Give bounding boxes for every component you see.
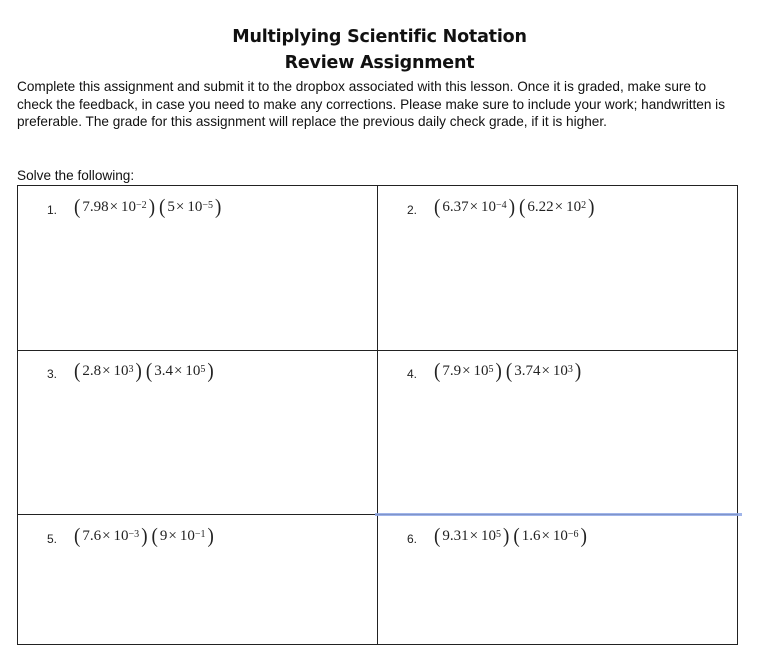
close-paren: ) [503,524,510,548]
open-paren: ( [434,524,441,548]
base-ten: 10 [481,527,497,544]
factor-b [167,199,213,216]
grid-horizontal-divider [18,350,737,351]
problem-3[interactable] [47,357,216,385]
coefficient: 2.8 [82,362,102,379]
problem-expression [432,524,589,548]
text-cursor-highlight [375,513,742,516]
solve-label: Solve the following: [17,168,135,183]
exponent: 5 [200,363,206,375]
coefficient: 9 [159,527,168,544]
open-paren: ( [159,195,166,219]
times-sign: × [168,527,177,544]
problem-4[interactable] [407,357,583,385]
times-sign: × [175,198,185,215]
open-paren: ( [74,195,81,219]
base-ten: 10 [113,527,129,544]
close-paren: ) [207,524,214,548]
base-ten: 10 [113,362,129,379]
factor-a [82,199,146,216]
base-ten: 10 [187,198,203,215]
factor-b [527,199,586,216]
times-sign: × [469,198,479,215]
exponent: 5 [496,528,502,540]
factor-b [154,363,205,380]
coefficient: 6.22 [527,198,554,215]
open-paren: ( [151,524,158,548]
open-paren: ( [519,195,526,219]
exponent: −6 [567,528,579,540]
document-subtitle: Review Assignment [284,53,475,73]
problem-number: 5. [47,531,58,546]
factor-b [522,528,579,545]
times-sign: × [469,527,479,544]
times-sign: × [541,362,550,379]
exponent: 3 [128,363,134,375]
times-sign: × [102,362,111,379]
open-paren: ( [434,195,441,219]
base-ten: 10 [473,362,489,379]
factor-b [514,363,573,380]
problem-number: 3. [47,366,58,381]
base-ten: 10 [552,362,568,379]
problem-expression [72,524,216,548]
exponent: 3 [567,363,573,375]
base-ten: 10 [179,527,195,544]
factor-a [82,363,133,380]
coefficient: 7.6 [82,527,102,544]
base-ten: 10 [481,198,497,215]
close-paren: ) [574,359,582,383]
coefficient: 3.4 [154,362,173,379]
open-paren: ( [145,359,153,383]
close-paren: ) [141,524,148,548]
factor-a [442,363,493,380]
coefficient: 6.37 [442,198,469,215]
coefficient: 3.74 [514,362,541,379]
times-sign: × [102,527,111,544]
problem-number: 4. [407,366,418,381]
open-paren: ( [505,359,513,383]
coefficient: 7.9 [442,362,462,379]
close-paren: ) [135,359,142,383]
problem-number: 6. [407,531,418,546]
coefficient: 5 [167,198,175,215]
problem-number: 1. [47,202,58,217]
times-sign: × [462,362,471,379]
base-ten: 10 [121,198,137,215]
exponent: 2 [581,199,587,211]
problem-number: 2. [407,202,418,217]
close-paren: ) [508,195,516,219]
base-ten: 10 [566,198,582,215]
close-paren: ) [495,359,502,383]
base-ten: 10 [552,527,568,544]
exponent: −5 [202,199,213,211]
exponent: −3 [128,528,140,540]
problem-expression [72,359,216,383]
problem-expression [432,195,596,219]
grid-vertical-divider [377,186,378,644]
document-title: Multiplying Scientific Notation [232,27,527,47]
problem-expression [432,359,583,383]
factor-a [442,528,501,545]
problem-6[interactable] [407,522,589,550]
coefficient: 7.98 [82,198,109,215]
exponent: −2 [136,199,147,211]
factor-b [160,528,206,545]
coefficient: 1.6 [521,527,541,544]
problem-grid [17,185,738,645]
open-paren: ( [513,524,520,548]
times-sign: × [173,362,183,379]
exponent: −4 [496,199,507,211]
open-paren: ( [74,359,81,383]
coefficient: 9.31 [442,527,469,544]
problem-5[interactable] [47,522,216,550]
times-sign: × [109,198,119,215]
exponent: 5 [488,363,494,375]
times-sign: × [541,527,550,544]
base-ten: 10 [185,362,201,379]
factor-a [82,528,139,545]
open-paren: ( [74,524,81,548]
instructions-paragraph: Complete this assignment and submit it to the dropbox associated with this lesson. Once it is graded, make sure to check the feedback, in case you need to make any corrections. Please make sure to include your work; handwritten is preferable. The grade for this assignment will replace the previous daily check grade, if it is higher. [17,79,726,130]
close-paren: ) [588,195,595,219]
times-sign: × [554,198,564,215]
factor-a [442,199,506,216]
close-paren: ) [580,524,587,548]
problem-expression [72,195,223,219]
exponent: −1 [194,528,206,540]
close-paren: ) [148,195,156,219]
close-paren: ) [207,359,214,383]
close-paren: ) [214,195,222,219]
problem-1[interactable] [47,193,223,221]
open-paren: ( [434,359,441,383]
problem-2[interactable] [407,193,596,221]
